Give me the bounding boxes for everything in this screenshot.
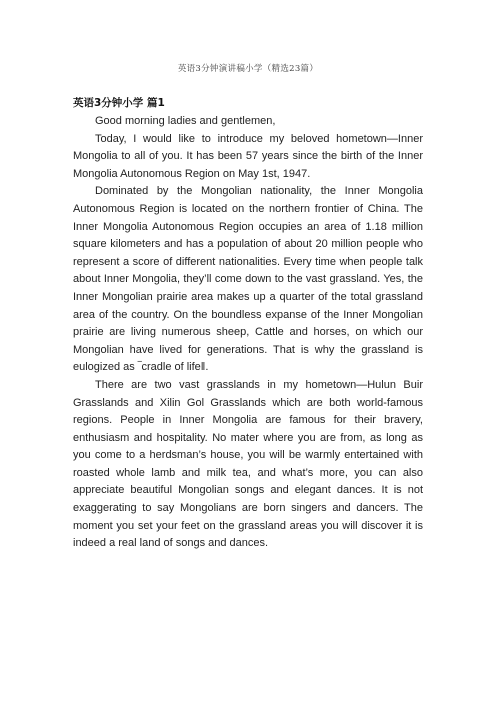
paragraph-grasslands: There are two vast grasslands in my hometown—Hulun Buir Grasslands and Xilin Gol Grasslands which are both world-famous regions. People in Inner Mongolia are famous for their bravery, enthusiasm and hospitality. No mater where you are from, as long as you come to a herdsman’s house, you will be warmly entertained with roasted whole lamb and milk tea, and what’s more, you can also appreciate beautiful Mongolian songs and elegant dances. It is not exaggerating to say Mongolians are born singers and dancers. The moment you set your feet on the grassland areas you will discover it is indeed a real land of songs and dances. bbox=[73, 378, 423, 550]
paragraph-introduction: Today, I would like to introduce my beloved hometown—Inner Mongolia to all of you. It has been 57 years since the birth of the Inner Mongolia Autonomous Region on May 1st, 1947. bbox=[73, 132, 423, 180]
section-heading: 英语3分钟小学 篇1 bbox=[73, 97, 165, 109]
paragraph-region-description: Dominated by the Mongolian nationality, the Inner Mongolia Autonomous Region is located on the northern frontier of China. The Inner Mongolia Autonomous Region occupies an area of 1.18 million square kilometers and has a population of about 20 million people who represent a score of different nationalities. Every time when people talk about Inner Mongolia, they’ll come down to the vast grassland. Yes, the Inner Mongolian prairie area makes up a quarter of the total grassland area of the country. On the boundless expanse of the Inner Mongolian prairie are living numerous sheep, Cattle and horses, on which our Mongolian have lived for generations. That is why the grassland is eulogized as ‾cradle of life‖. bbox=[73, 185, 423, 374]
document-title: 英语3分钟演讲稿小学（精选23篇） bbox=[177, 64, 319, 74]
paragraph-greeting: Good morning ladies and gentlemen, bbox=[95, 115, 276, 127]
